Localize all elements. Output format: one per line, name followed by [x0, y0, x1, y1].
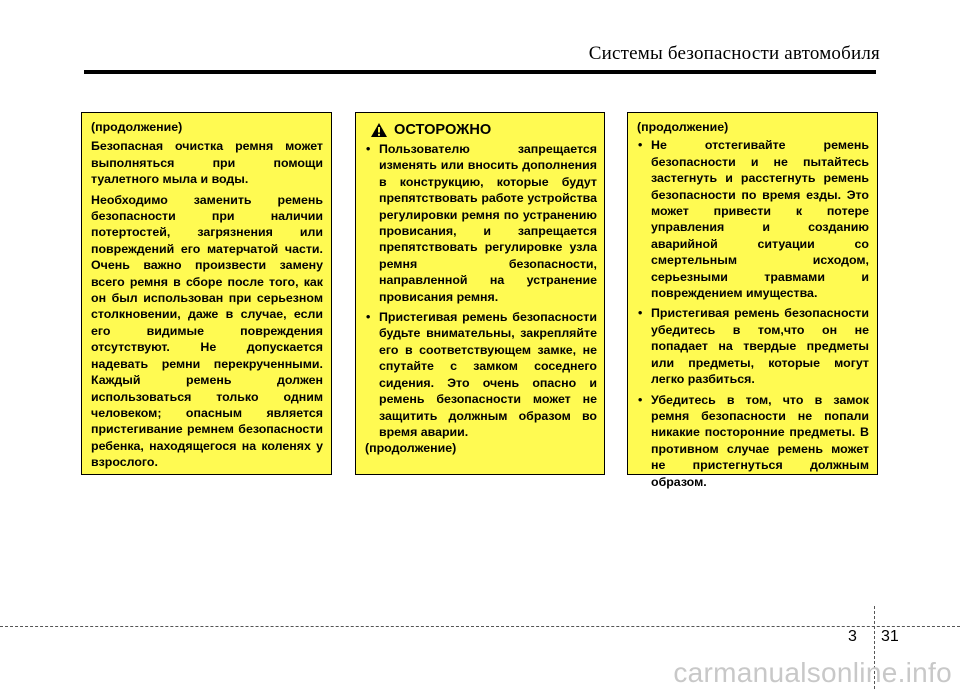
- watermark: carmanualsonline.info: [673, 657, 952, 688]
- info-list: [637, 137, 869, 490]
- chapter-number: 3: [848, 628, 857, 645]
- list-item: • Пристегивая ремень безопасности убедитесь в том,что он не попадает на твердые предметы или предметы, которые могут легко разбиться.: [637, 305, 869, 387]
- warning-triangle-icon: [370, 122, 388, 138]
- continued-label: (продолжение): [91, 120, 183, 134]
- info-box-right: [627, 112, 878, 489]
- header-rule: [84, 70, 876, 74]
- list-item: • Не отстегивайте ремень безопасности и не пытайтесь застегнуть и расстегнуть ремень безопасности по время езды. Это может привести к потере управления и созданию аварийной ситуации со смертельным исходом, серьезными травмами и повреждением имущества.: [637, 137, 869, 301]
- continued-label: (продолжение): [637, 120, 729, 134]
- paragraph: Необходимо заменить ремень безопасности при наличии потертостей, загрязнения или повреждений его матерчатой части. Очень важно произвести замену всего ремня в сборе после того, как он был использован при серьезном столкновении, даже в случае, если его видимые повреждения отсутствуют. Не допускается надевать ремни перекрученными. Каждый ремень должен использоваться только одним человеком; опасным является пристегивание ремнем безопасности ребенка, находящегося на коленях у взрослого.: [91, 192, 323, 470]
- list-item: • Убедитесь в том, что в замок ремня безопасности не попали никакие посторонние предметы. В противном случае ремень может не пристегнуться должным образом.: [637, 392, 869, 490]
- info-box-left: [81, 112, 332, 475]
- paragraph: Безопасная очистка ремня может выполняться при помощи туалетного мыла и воды.: [91, 139, 323, 187]
- warning-heading: [365, 121, 597, 139]
- footer-rule: [0, 626, 960, 627]
- page-header-title: Системы безопасности автомобиля: [588, 43, 880, 64]
- list-item: • Пристегивая ремень безопасности будьте внимательны, закрепляйте его в соответствующем замке, не спутайте с замком соседнего сидения. Это очень опасно и ремень безопасности может не защитить должным образом во время аварии.: [365, 309, 597, 440]
- warning-title: ОСТОРОЖНО: [394, 122, 492, 138]
- page-number: 31: [881, 628, 899, 645]
- list-item: • Пользователю запрещается изменять или вносить дополнения в конструкцию, которые будут препятствовать работе устройства регулировки ремня по устранению провисания, и запрещается препятствовать регулировке узла ремня безопасности, направленной на устранение провисания ремня.: [365, 141, 597, 305]
- warning-list: [365, 141, 597, 440]
- warning-box: [355, 112, 605, 475]
- continued-label: (продолжение): [365, 441, 457, 456]
